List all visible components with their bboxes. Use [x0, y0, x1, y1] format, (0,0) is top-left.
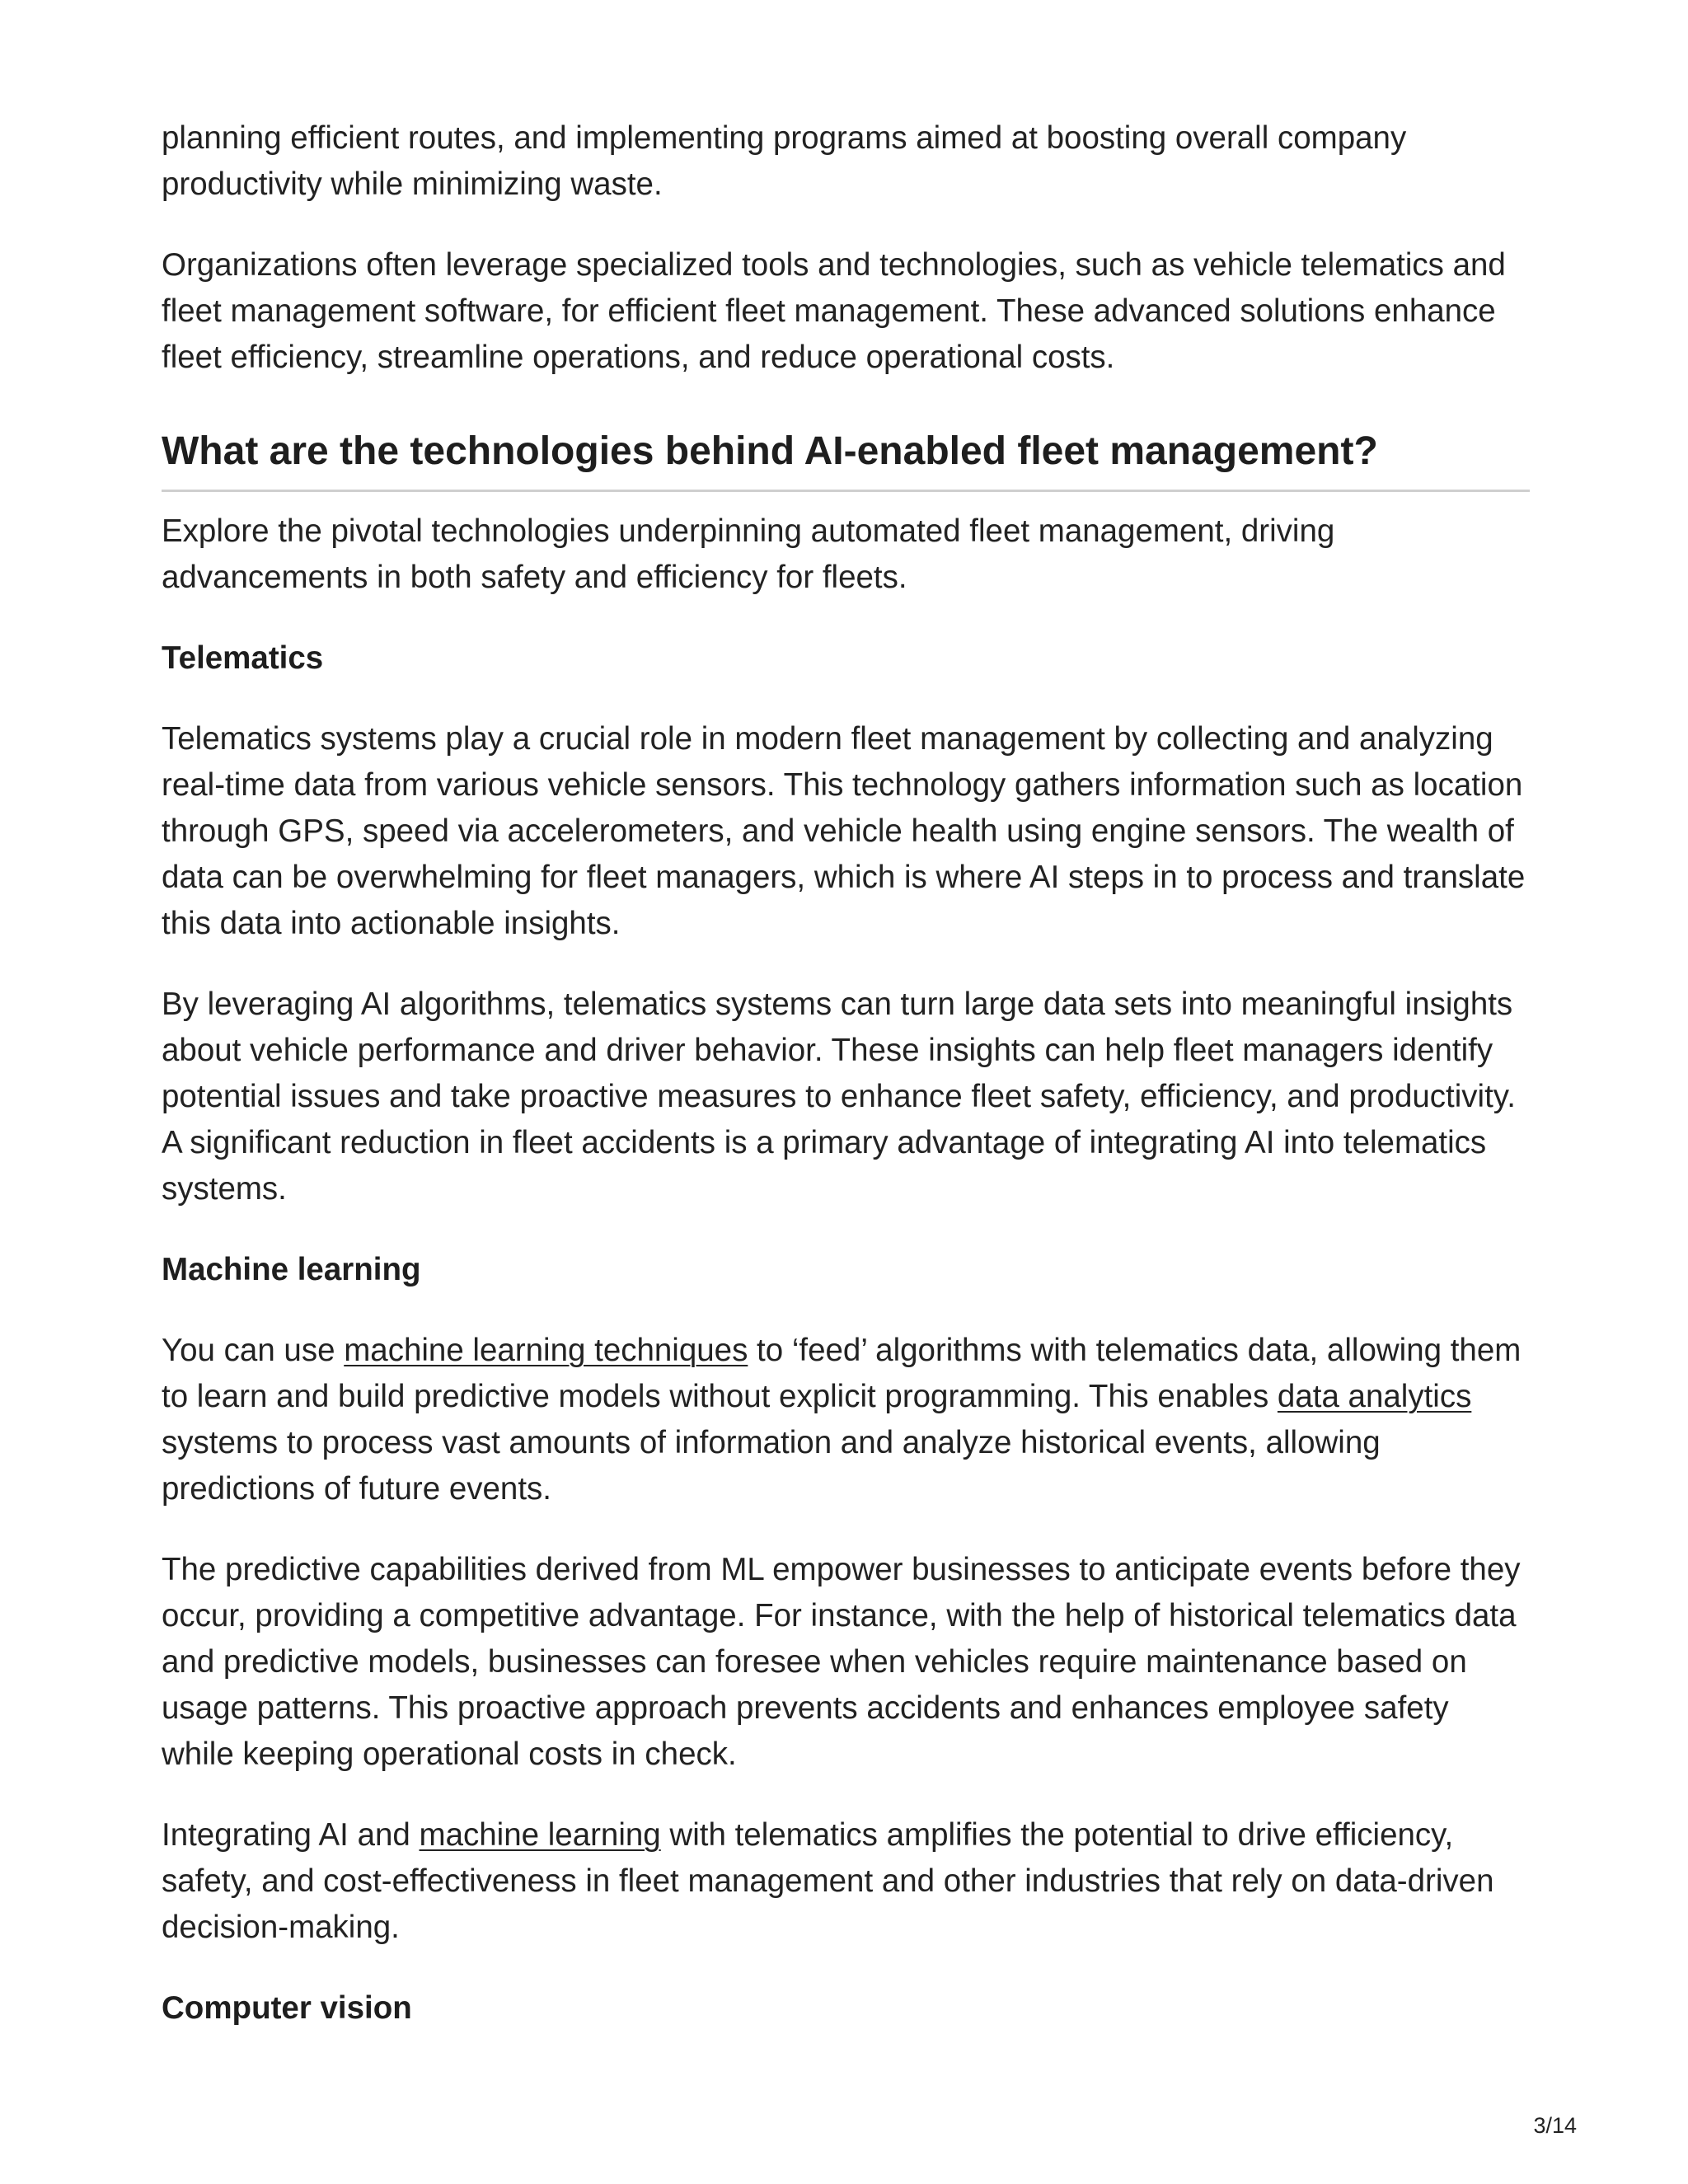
ml-p1-text-a: You can use: [162, 1333, 345, 1368]
ml-p3-text-b: with telematics amplifies the potential to drive efficiency, safety, and cost-effectiveness in fleet management and other industries that rely on data-driven decision-making.: [162, 1817, 1494, 1945]
machine-learning-paragraph-1: [162, 1328, 1530, 1512]
ml-p1-text-c: systems to process vast amounts of information and analyze historical events, allowing predictions of future events.: [162, 1425, 1381, 1507]
page-number: 3/14: [1533, 2113, 1577, 2138]
machine-learning-heading: Machine learning: [162, 1252, 421, 1287]
heading-divider: [162, 490, 1530, 492]
telematics-heading: Telematics: [162, 640, 324, 676]
ml-p1-text-b: to ‘feed’ algorithms with telematics data, allowing them to learn and build predictive models without explicit programming. This enables: [162, 1333, 1522, 1414]
intro-paragraph-2: Organizations often leverage specialized tools and technologies, such as vehicle telematics and fleet management software, for efficient fleet management. These advanced solutions enhance fleet efficiency, streamline operations, and reduce operational costs.: [162, 247, 1506, 375]
telematics-paragraph-1: Telematics systems play a crucial role in modern fleet management by collecting and analyzing real-time data from various vehicle sensors. This technology gathers information such as location through GPS, speed via accelerometers, and vehicle health using engine sensors. The wealth of data can be overwhelming for fleet managers, which is where AI steps in to process and translate this data into actionable insights.: [162, 721, 1526, 941]
machine-learning-link[interactable]: machine learning: [419, 1817, 661, 1853]
article-content: [162, 115, 1530, 2032]
data-analytics-link[interactable]: data analytics: [1277, 1379, 1472, 1414]
machine-learning-paragraph-3: [162, 1812, 1530, 1951]
computer-vision-heading: Computer vision: [162, 1990, 412, 2026]
intro-paragraph-1: planning efficient routes, and implementing programs aimed at boosting overall company productivity while minimizing waste.: [162, 120, 1407, 202]
machine-learning-paragraph-2: The predictive capabilities derived from ML empower businesses to anticipate events before they occur, providing a competitive advantage. For instance, with the help of historical telematics data and predictive models, businesses can foresee when vehicles require maintenance based on usage patterns. This proactive approach prevents accidents and enhances employee safety while keeping operational costs in check.: [162, 1552, 1521, 1772]
machine-learning-techniques-link[interactable]: machine learning techniques: [344, 1333, 748, 1368]
section-heading: What are the technologies behind AI-enabled fleet management?: [162, 429, 1378, 473]
telematics-paragraph-2: By leveraging AI algorithms, telematics systems can turn large data sets into meaningful insights about vehicle performance and driver behavior. These insights can help fleet managers identify potential issues and take proactive measures to enhance fleet safety, efficiency, and productivity. A significant reduction in fleet accidents is a primary advantage of integrating AI into telematics systems.: [162, 987, 1516, 1207]
ml-p3-text-a: Integrating AI and: [162, 1817, 420, 1853]
section-lead-paragraph: Explore the pivotal technologies underpinning automated fleet management, driving advancements in both safety and efficiency for fleets.: [162, 513, 1335, 595]
